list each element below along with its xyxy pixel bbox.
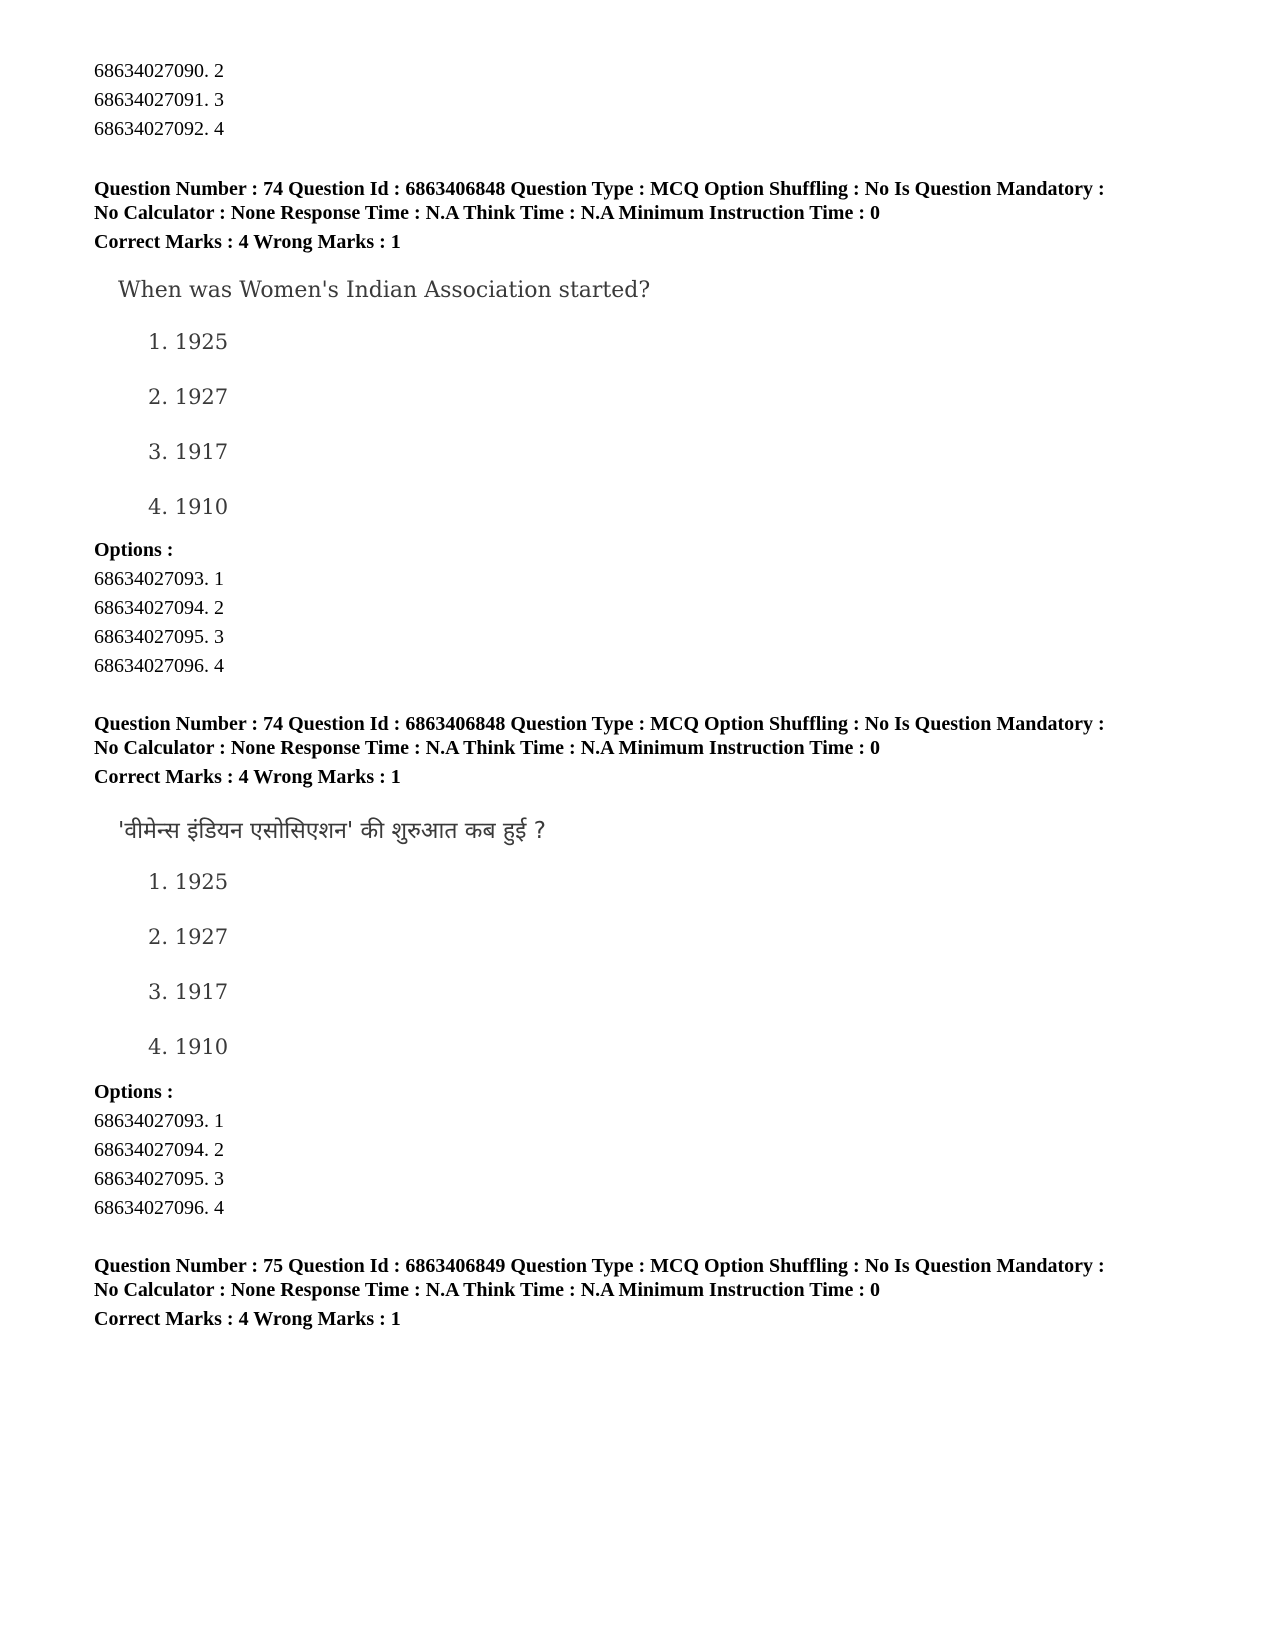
answer-choices: [148, 327, 650, 547]
option-id-row: 68634027093. 1: [94, 568, 224, 590]
question-header: [94, 1254, 1204, 1331]
option-id-row: 68634027093. 1: [94, 1110, 224, 1132]
question-meta-line: No Calculator : None Response Time : N.A Think Time : N.A Minimum Instruction Time : 0: [94, 737, 880, 759]
option-id-row: 68634027092. 4: [94, 118, 224, 140]
answer-choice: 4. 1910: [148, 1035, 229, 1059]
option-id-row: 68634027096. 4: [94, 655, 224, 677]
question-meta-line: No Calculator : None Response Time : N.A Think Time : N.A Minimum Instruction Time : 0: [94, 202, 880, 224]
question-meta-line: Question Number : 74 Question Id : 6863406848 Question Type : MCQ Option Shuffling : No Is Question Mandatory :: [94, 713, 1105, 735]
question-marks: Correct Marks : 4 Wrong Marks : 1: [94, 1308, 401, 1330]
question-image: [118, 816, 546, 1087]
options-label: Options :: [94, 539, 174, 561]
question-meta-line: Question Number : 75 Question Id : 6863406849 Question Type : MCQ Option Shuffling : No Is Question Mandatory :: [94, 1255, 1105, 1277]
answer-choice: 2. 1927: [148, 925, 229, 949]
question-text: 'वीमेन्स इंडियन एसोसिएशन' की शुरुआत कब हुई ?: [118, 818, 546, 844]
option-id-row: 68634027095. 3: [94, 1168, 224, 1190]
answer-choices: [148, 867, 546, 1087]
option-id-row: 68634027094. 2: [94, 1139, 224, 1161]
question-header: [94, 712, 1204, 789]
question-marks: Correct Marks : 4 Wrong Marks : 1: [94, 231, 401, 253]
option-id-row: 68634027094. 2: [94, 597, 224, 619]
options-label: Options :: [94, 1081, 174, 1103]
question-image: [118, 276, 650, 547]
answer-choice: 1. 1925: [148, 330, 229, 354]
answer-choice: 3. 1917: [148, 440, 229, 464]
previous-question-option-ids: [94, 57, 224, 144]
question-meta-line: Question Number : 74 Question Id : 6863406848 Question Type : MCQ Option Shuffling : No Is Question Mandatory :: [94, 178, 1105, 200]
answer-choice: 3. 1917: [148, 980, 229, 1004]
question-text: When was Women's Indian Association started?: [118, 278, 651, 303]
option-id-row: 68634027090. 2: [94, 60, 224, 82]
option-id-row: 68634027091. 3: [94, 89, 224, 111]
answer-choice: 1. 1925: [148, 870, 229, 894]
question-option-ids: [94, 1078, 224, 1223]
option-id-row: 68634027095. 3: [94, 626, 224, 648]
question-option-ids: [94, 536, 224, 681]
answer-choice: 4. 1910: [148, 495, 229, 519]
answer-choice: 2. 1927: [148, 385, 229, 409]
question-header: [94, 177, 1204, 254]
option-id-row: 68634027096. 4: [94, 1197, 224, 1219]
question-meta-line: No Calculator : None Response Time : N.A Think Time : N.A Minimum Instruction Time : 0: [94, 1279, 880, 1301]
question-marks: Correct Marks : 4 Wrong Marks : 1: [94, 766, 401, 788]
